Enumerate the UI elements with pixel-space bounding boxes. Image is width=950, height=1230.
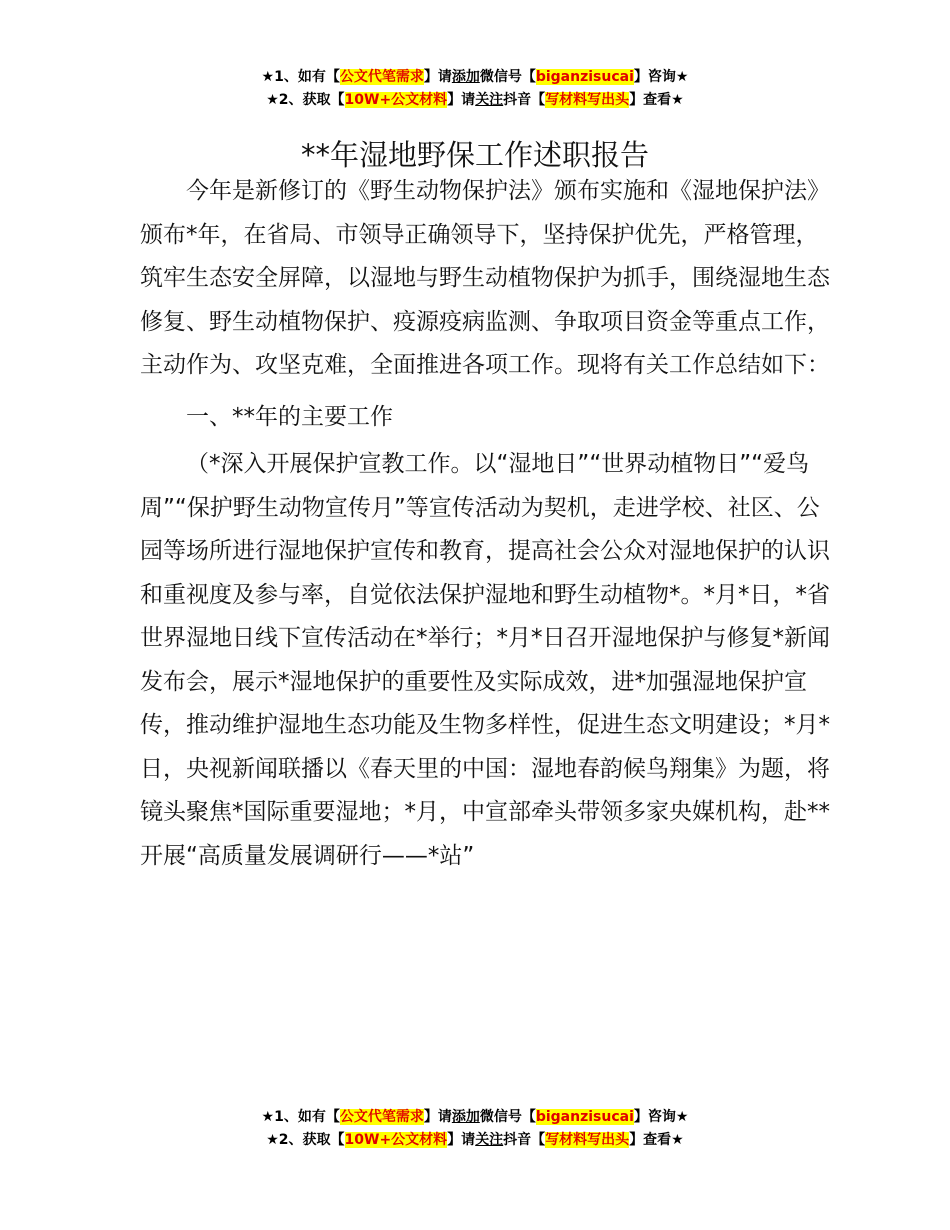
promo-highlight: 公文代笔需求 (339, 69, 424, 85)
promo-text: 抖音【 (503, 1132, 546, 1148)
promo-text: 微信号【 (479, 1109, 536, 1125)
promo-text: 】请 (423, 69, 452, 85)
promo-underlined: 关注 (475, 1132, 504, 1148)
promo-line-1 (0, 1106, 950, 1129)
promo-text: 】查看★ (629, 1132, 684, 1148)
work-item-paragraph: （*深入开展保护宣教工作。以“湿地日”“世界动植物日”“爱鸟周”“保护野生动物宣传月”等宣传活动为契机，走进学校、社区、公园等场所进行湿地保护宣传和教育，提高社会公众对湿地保护的认识和重视度及参与率，自觉依法保护湿地和野生动植物*。*月*日，*省世界湿地日线下宣传活动在*举行；*月*日召开湿地保护与修复*新闻发布会，展示*湿地保护的重要性及实际成效，进*加强湿地保护宣传，推动维护湿地生态功能及生物多样性，促进生态文明建设；*月*日，央视新闻联播以《春天里的中国：湿地春韵候鸟翔集》为题，将镜头聚焦*国际重要湿地；*月，中宣部牵头带领多家央媒机构，赴**开展“高质量发展调研行——*站” (140, 451, 830, 869)
promo-text: 】咨询★ (633, 69, 689, 85)
promo-text: 】查看★ (629, 92, 684, 108)
promo-highlight: 10W+公文材料 (344, 92, 448, 108)
promo-text: ★1、如有【 (261, 69, 340, 85)
douyin-name-highlight: 写材料写出头 (545, 1132, 630, 1148)
promo-underlined: 关注 (475, 92, 504, 108)
promo-text: 】请 (447, 92, 476, 108)
promo-banner-top (0, 66, 950, 112)
promo-text: 微信号【 (479, 69, 536, 85)
promo-text: ★1、如有【 (261, 1109, 340, 1125)
promo-text: ★2、获取【 (266, 92, 345, 108)
wechat-id-highlight: biganzisucai (535, 69, 634, 85)
promo-text: 】请 (423, 1109, 452, 1125)
promo-line-1 (0, 66, 950, 89)
section-heading: 一、**年的主要工作 (186, 403, 393, 430)
promo-text: ★2、获取【 (266, 1132, 345, 1148)
promo-banner-bottom (0, 1106, 950, 1152)
promo-text: 抖音【 (503, 92, 546, 108)
intro-paragraph: 今年是新修订的《野生动物保护法》颁布实施和《湿地保护法》颁布*年，在省局、市领导正确领导下，坚持保护优先，严格管理，筑牢生态安全屏障，以湿地与野生动植物保护为抓手，围绕湿地生态修复、野生动植物保护、疫源疫病监测、争取项目资金等重点工作，主动作为、攻坚克难，全面推进各项工作。现将有关工作总结如下： (140, 178, 830, 378)
promo-highlight: 10W+公文材料 (344, 1132, 448, 1148)
promo-line-2 (0, 89, 950, 112)
promo-underlined: 添加 (451, 69, 480, 85)
promo-text: 】请 (447, 1132, 476, 1148)
promo-line-2 (0, 1129, 950, 1152)
promo-highlight: 公文代笔需求 (339, 1109, 424, 1125)
document-title: **年湿地野保工作述职报告 (300, 138, 649, 173)
wechat-id-highlight: biganzisucai (535, 1109, 634, 1125)
promo-underlined: 添加 (451, 1109, 480, 1125)
promo-text: 】咨询★ (633, 1109, 689, 1125)
douyin-name-highlight: 写材料写出头 (545, 92, 630, 108)
document-body (140, 170, 840, 878)
